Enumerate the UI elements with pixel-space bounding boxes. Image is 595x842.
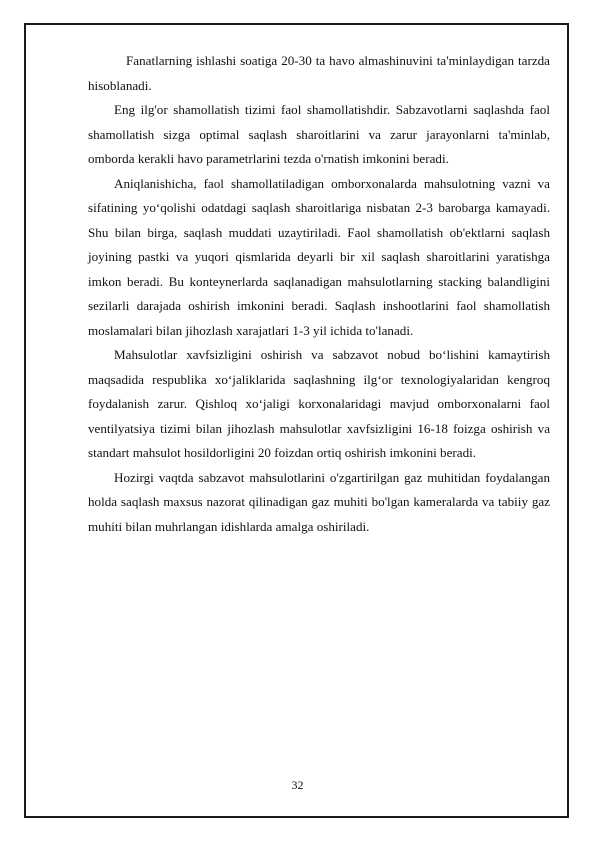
paragraph-4: Mahsulotlar xavfsizligini oshirish va sabzavot nobud bo‘lishini kamaytirish maqsadida respublika xo‘jaliklarida saqlashning ilg‘or texnologiyalaridan kengroq foydalanish zarur. Qishloq xo‘jaligi korxonalaridagi mavjud omborxonalarni faol ventilyatsiya tizimi bilan jihozlash mahsulotlar xavfsizligini 16-18 foizga oshirish va standart mahsulot hosildorligini 20 foizdan ortiq oshirish imkonini beradi. [88, 347, 550, 460]
page-number: 32 [291, 778, 304, 792]
paragraph-1: Fanatlarning ishlashi soatiga 20-30 ta havo almashinuvini ta'minlaydigan tarzda hisoblanadi. [88, 53, 550, 93]
document-body [88, 49, 550, 539]
paragraph-5: Hozirgi vaqtda sabzavot mahsulotlarini o'zgartirilgan gaz muhitidan foydalangan holda saqlash maxsus nazorat qilinadigan gaz muhiti bo'lgan kameralarda va tabiiy gaz muhiti bilan muhrlangan idishlarda amalga oshiriladi. [88, 469, 550, 534]
paragraph-3: Aniqlanishicha, faol shamollatiladigan omborxonalarda mahsulotning vazni va sifatining yo‘qolishi odatdagi saqlash sharoitlariga nisbatan 2-3 barobarga kamayadi. Shu bilan birga, saqlash muddati uzaytiriladi. Faol shamollatish ob'ektlarni saqlash joyining pastki va yuqori qismlarida deyarli bir xil saqlash sharoitlarini yaratishga imkon beradi. Bu konteynerlarda saqlanadigan mahsulotlarning stacking balandligini sezilarli darajada oshirish imkonini beradi. Saqlash inshootlarini faol shamollatish moslamalari bilan jihozlash xarajatlari 1-3 yil ichida to'lanadi. [88, 175, 550, 338]
paragraph-2: Eng ilg'or shamollatish tizimi faol shamollatishdir. Sabzavotlarni saqlashda faol shamollatish sizga optimal saqlash sharoitlarini va zarur jarayonlarni ta'minlab, omborda kerakli havo parametrlarini tezda o'rnatish imkonini beradi. [88, 102, 550, 166]
